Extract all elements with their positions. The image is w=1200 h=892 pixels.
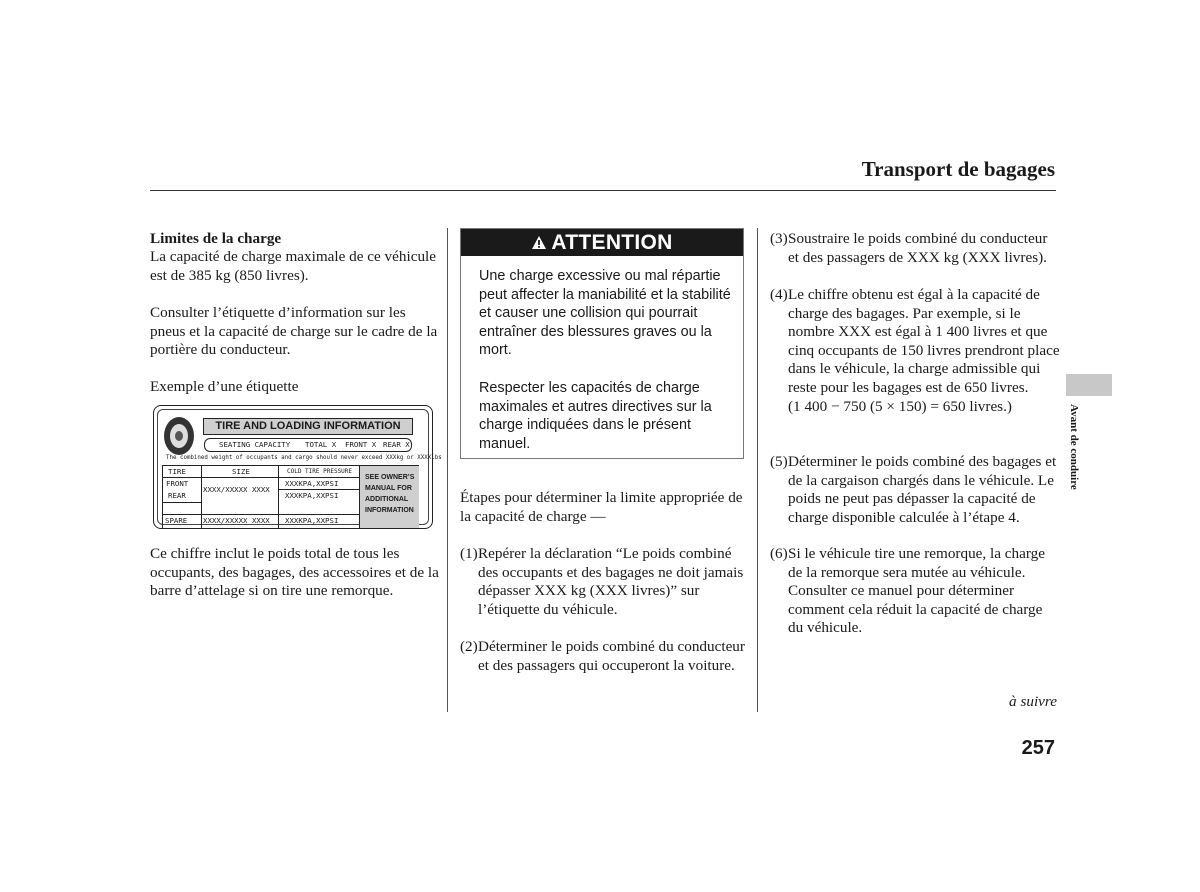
step-number: (4) [770, 286, 788, 303]
seating-front: FRONT X [345, 440, 377, 449]
seating-capacity-row [204, 438, 412, 452]
step-number: (6) [770, 545, 788, 562]
tire-loading-label [153, 405, 442, 529]
pressure-spare: XXXKPA,XXPSI [285, 516, 339, 525]
column-divider-1 [447, 228, 448, 712]
label-title: TIRE AND LOADING INFORMATION [203, 418, 413, 435]
seating-rear: REAR X [383, 440, 410, 449]
steps-intro: Étapes pour déterminer la limite appropriée de la capacité de charge — [460, 489, 743, 525]
step-number: (2) [460, 638, 478, 655]
title-divider [150, 190, 1056, 191]
see-manual-panel [359, 466, 419, 528]
row-spare: SPARE [165, 516, 188, 525]
continue-note: à suivre [1009, 693, 1057, 710]
size-main: XXXX/XXXXX XXXX [203, 485, 270, 494]
step-text: Déterminer le poids combiné du conducteur et des passagers qui occuperont la voiture. [478, 638, 745, 674]
col-tire: TIRE [168, 467, 186, 476]
warning-box [460, 228, 744, 459]
warning-banner [461, 229, 743, 256]
label-caption: Exemple d’une étiquette [150, 378, 299, 395]
row-front: FRONT [166, 479, 189, 488]
step-number: (3) [770, 230, 788, 247]
page-title: Transport de bagages [861, 157, 1055, 181]
list-item [770, 230, 1060, 267]
tire-pressure-table [162, 465, 419, 529]
column-divider-2 [757, 228, 758, 712]
row-rear: REAR [168, 491, 186, 500]
size-spare: XXXX/XXXXX XXXX [203, 516, 270, 525]
step-text: Soustraire le poids combiné du conducteur et des passagers de XXX kg (XXX livres). [788, 230, 1048, 266]
see-manual-text: SEE OWNER’S MANUAL FOR ADDITIONAL INFORMATION [365, 474, 415, 514]
section-tab-label: Avant de conduire [1068, 404, 1080, 490]
section-heading: Limites de la charge [150, 230, 282, 247]
warning-label: ATTENTION [551, 230, 673, 254]
step-text: Si le véhicule tire une remorque, la charge de la remorque sera mutée au véhicule. Consulter ce manuel pour déterminer comment cela réduit la capacité de charge du véhicule. [788, 545, 1045, 637]
col-size: SIZE [232, 467, 250, 476]
list-item [770, 286, 1060, 416]
warning-text-1: Une charge excessive ou mal répartie peut affecter la maniabilité et la stabilité et causer une collision qui pourrait entraîner des blessures graves ou la mort. [479, 268, 731, 359]
col-pressure: COLD TIRE PRESSURE [287, 468, 353, 475]
step-text: Déterminer le poids combiné des bagages et de la cargaison chargés dans le véhicule. Le poids ne peut pas dépasser la capacité de charge disponible calculée à l’étape 4. [788, 453, 1057, 526]
step-text: Repérer la déclaration “Le poids combiné des occupants et des bagages ne doit jamais dépasser XXX kg (XXX livres)” sur l’étiquette du véhicule. [478, 545, 744, 618]
section-tab [1066, 374, 1112, 396]
step-number: (1) [460, 545, 478, 562]
step-formula: (1 400 − 750 (5 × 150) = 650 livres.) [788, 397, 1012, 415]
pressure-rear: XXXKPA,XXPSI [285, 491, 339, 500]
step-text: Le chiffre obtenu est égal à la capacité de charge des bagages. Par exemple, si le nombre XXX est égal à 1 400 livres et que cinq occupants de 150 livres prendront place dans le véhicule, la charge admissible qui reste pour les bagages est de 650 livres. [788, 286, 1060, 396]
weight-note: The combined weight of occupants and cargo should never exceed XXXkg or XXXXlbs [166, 455, 442, 461]
step-number: (5) [770, 453, 788, 470]
page-number: 257 [1021, 737, 1055, 759]
list-item [460, 638, 750, 675]
list-item [770, 545, 1060, 638]
pressure-front: XXXKPA,XXPSI [285, 479, 339, 488]
list-item [460, 545, 750, 619]
seating-capacity-label: SEATING CAPACITY [219, 440, 291, 449]
label-info-paragraph: Consulter l’étiquette d’information sur les pneus et la capacité de charge sur le cadre de la portière du conducteur. [150, 304, 438, 359]
capacity-paragraph: La capacité de charge maximale de ce véhicule est de 385 kg (850 livres). [150, 248, 437, 284]
total-weight-paragraph: Ce chiffre inclut le poids total de tous les occupants, des bagages, des accessoires et de la barre d’attelage si on tire une remorque. [150, 545, 439, 600]
list-item [770, 453, 1060, 527]
warning-triangle-icon [531, 235, 547, 250]
seating-total: TOTAL X [305, 440, 337, 449]
warning-text-2: Respecter les capacités de charge maximales et autres directives sur la charge indiquées dans le présent manuel. [479, 380, 712, 452]
tire-icon [162, 415, 196, 457]
